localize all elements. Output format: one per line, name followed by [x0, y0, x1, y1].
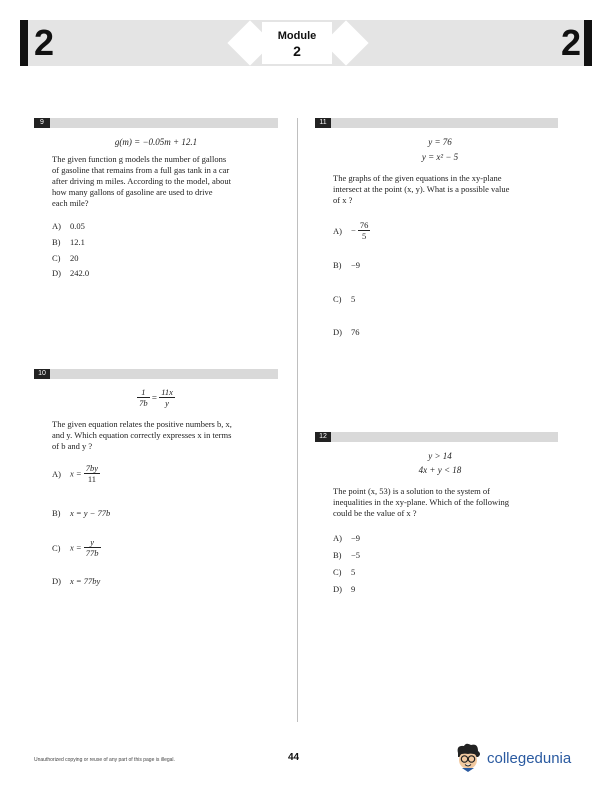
question-12-stem — [333, 486, 583, 519]
question-12-equation-2: 4x + y < 18 — [418, 465, 462, 475]
question-9-option-c[interactable]: C) 20 — [52, 253, 79, 263]
question-10-option-c[interactable]: C) x = $\frac{y}{77b}$ — [52, 537, 99, 558]
header-left-bar — [20, 20, 28, 66]
copyright-notice: Unauthorized copying or reuse of any part of this page is illegal. — [34, 757, 175, 763]
question-12-equation-1: y > 14 — [428, 451, 452, 461]
question-9-stem — [52, 154, 292, 209]
question-12-option-b[interactable]: B) −5 — [333, 550, 361, 560]
question-11-option-a[interactable]: A) − $\frac{76}{5}$ — [333, 220, 369, 241]
question-11-option-d[interactable]: D) 76 — [333, 327, 360, 337]
stem-line: could be the value of x ? — [333, 508, 417, 518]
question-11-equation-1: y = 76 — [428, 137, 452, 147]
stem-line: The graphs of the given equations in the xy-plane — [333, 173, 502, 183]
question-10-option-a[interactable]: A) x = $\frac{7by}{11}$ — [52, 463, 99, 484]
question-12-option-d[interactable]: D) 9 — [333, 584, 356, 594]
option-fraction: $\frac{76}{5}$ — [359, 220, 369, 241]
question-12-header — [315, 432, 558, 442]
stem-line: of b and y ? — [52, 441, 93, 451]
question-11-option-c[interactable]: C) 5 — [333, 294, 356, 304]
question-12-option-a[interactable]: A) −9 — [333, 533, 361, 543]
question-9-option-b[interactable]: B) 12.1 — [52, 237, 85, 247]
question-11-stem — [333, 173, 583, 206]
stem-line: The given function g models the number of gallons — [52, 154, 227, 164]
question-10-option-b[interactable]: B) x = y − 77b — [52, 508, 111, 518]
question-11-number: 11 — [315, 118, 331, 128]
header-right-bar — [584, 20, 592, 66]
question-10-stem — [52, 419, 292, 452]
column-divider — [297, 118, 298, 722]
question-10-header — [34, 369, 278, 379]
page-number: 44 — [288, 752, 300, 763]
stem-line: The point (x, 53) is a solution to the system of — [333, 486, 490, 496]
stem-line: of gasoline that remains from a full gas tank in a car — [52, 165, 230, 175]
question-10-number: 10 — [34, 369, 50, 379]
equation-equals: = — [151, 392, 157, 403]
question-11-option-b[interactable]: B) −9 — [333, 260, 361, 270]
question-10-equation — [34, 387, 278, 408]
equation-fraction-left: $\frac{1}{7b}$ — [139, 387, 148, 408]
student-mascot-icon — [452, 741, 484, 773]
module-label — [262, 22, 332, 64]
stem-line: after driving m miles. According to the model, about — [52, 176, 231, 186]
question-11-header — [315, 118, 558, 128]
question-9-option-d[interactable]: D) 242.0 — [52, 268, 90, 278]
option-fraction: $\frac{7by}{11}$ — [85, 463, 99, 484]
question-10-option-d[interactable]: D) x = 77by — [52, 576, 101, 586]
question-12-number: 12 — [315, 432, 331, 442]
module-title: Module — [277, 30, 317, 42]
question-12-option-c[interactable]: C) 5 — [333, 567, 356, 577]
question-9-number: 9 — [34, 118, 50, 128]
stem-line: each mile? — [52, 198, 89, 208]
question-9-equation: g(m) = −0.05m + 12.1 — [114, 137, 198, 147]
option-fraction: $\frac{y}{77b}$ — [85, 537, 99, 558]
collegedunia-logo[interactable] — [452, 741, 592, 773]
stem-line: of x ? — [333, 195, 353, 205]
stem-line: The given equation relates the positive numbers b, x, — [52, 419, 232, 429]
stem-line: inequalities in the xy-plane. Which of the following — [333, 497, 509, 507]
question-11-equation-2: y = x² − 5 — [421, 152, 459, 162]
logo-wordmark: collegedunia — [487, 750, 572, 767]
stem-line: intersect at the point (x, y). What is a possible value — [333, 184, 510, 194]
equation-fraction-right: $\frac{11x}{y}$ — [161, 387, 173, 408]
question-9-header — [34, 118, 278, 128]
question-9-option-a[interactable]: A) 0.05 — [52, 221, 85, 231]
stem-line: how many gallons of gasoline are used to drive — [52, 187, 213, 197]
header-left-number: 2 — [34, 22, 55, 63]
module-number: 2 — [293, 43, 301, 59]
stem-line: and y. Which equation correctly expresses x in terms — [52, 430, 232, 440]
header-right-number: 2 — [560, 22, 581, 63]
